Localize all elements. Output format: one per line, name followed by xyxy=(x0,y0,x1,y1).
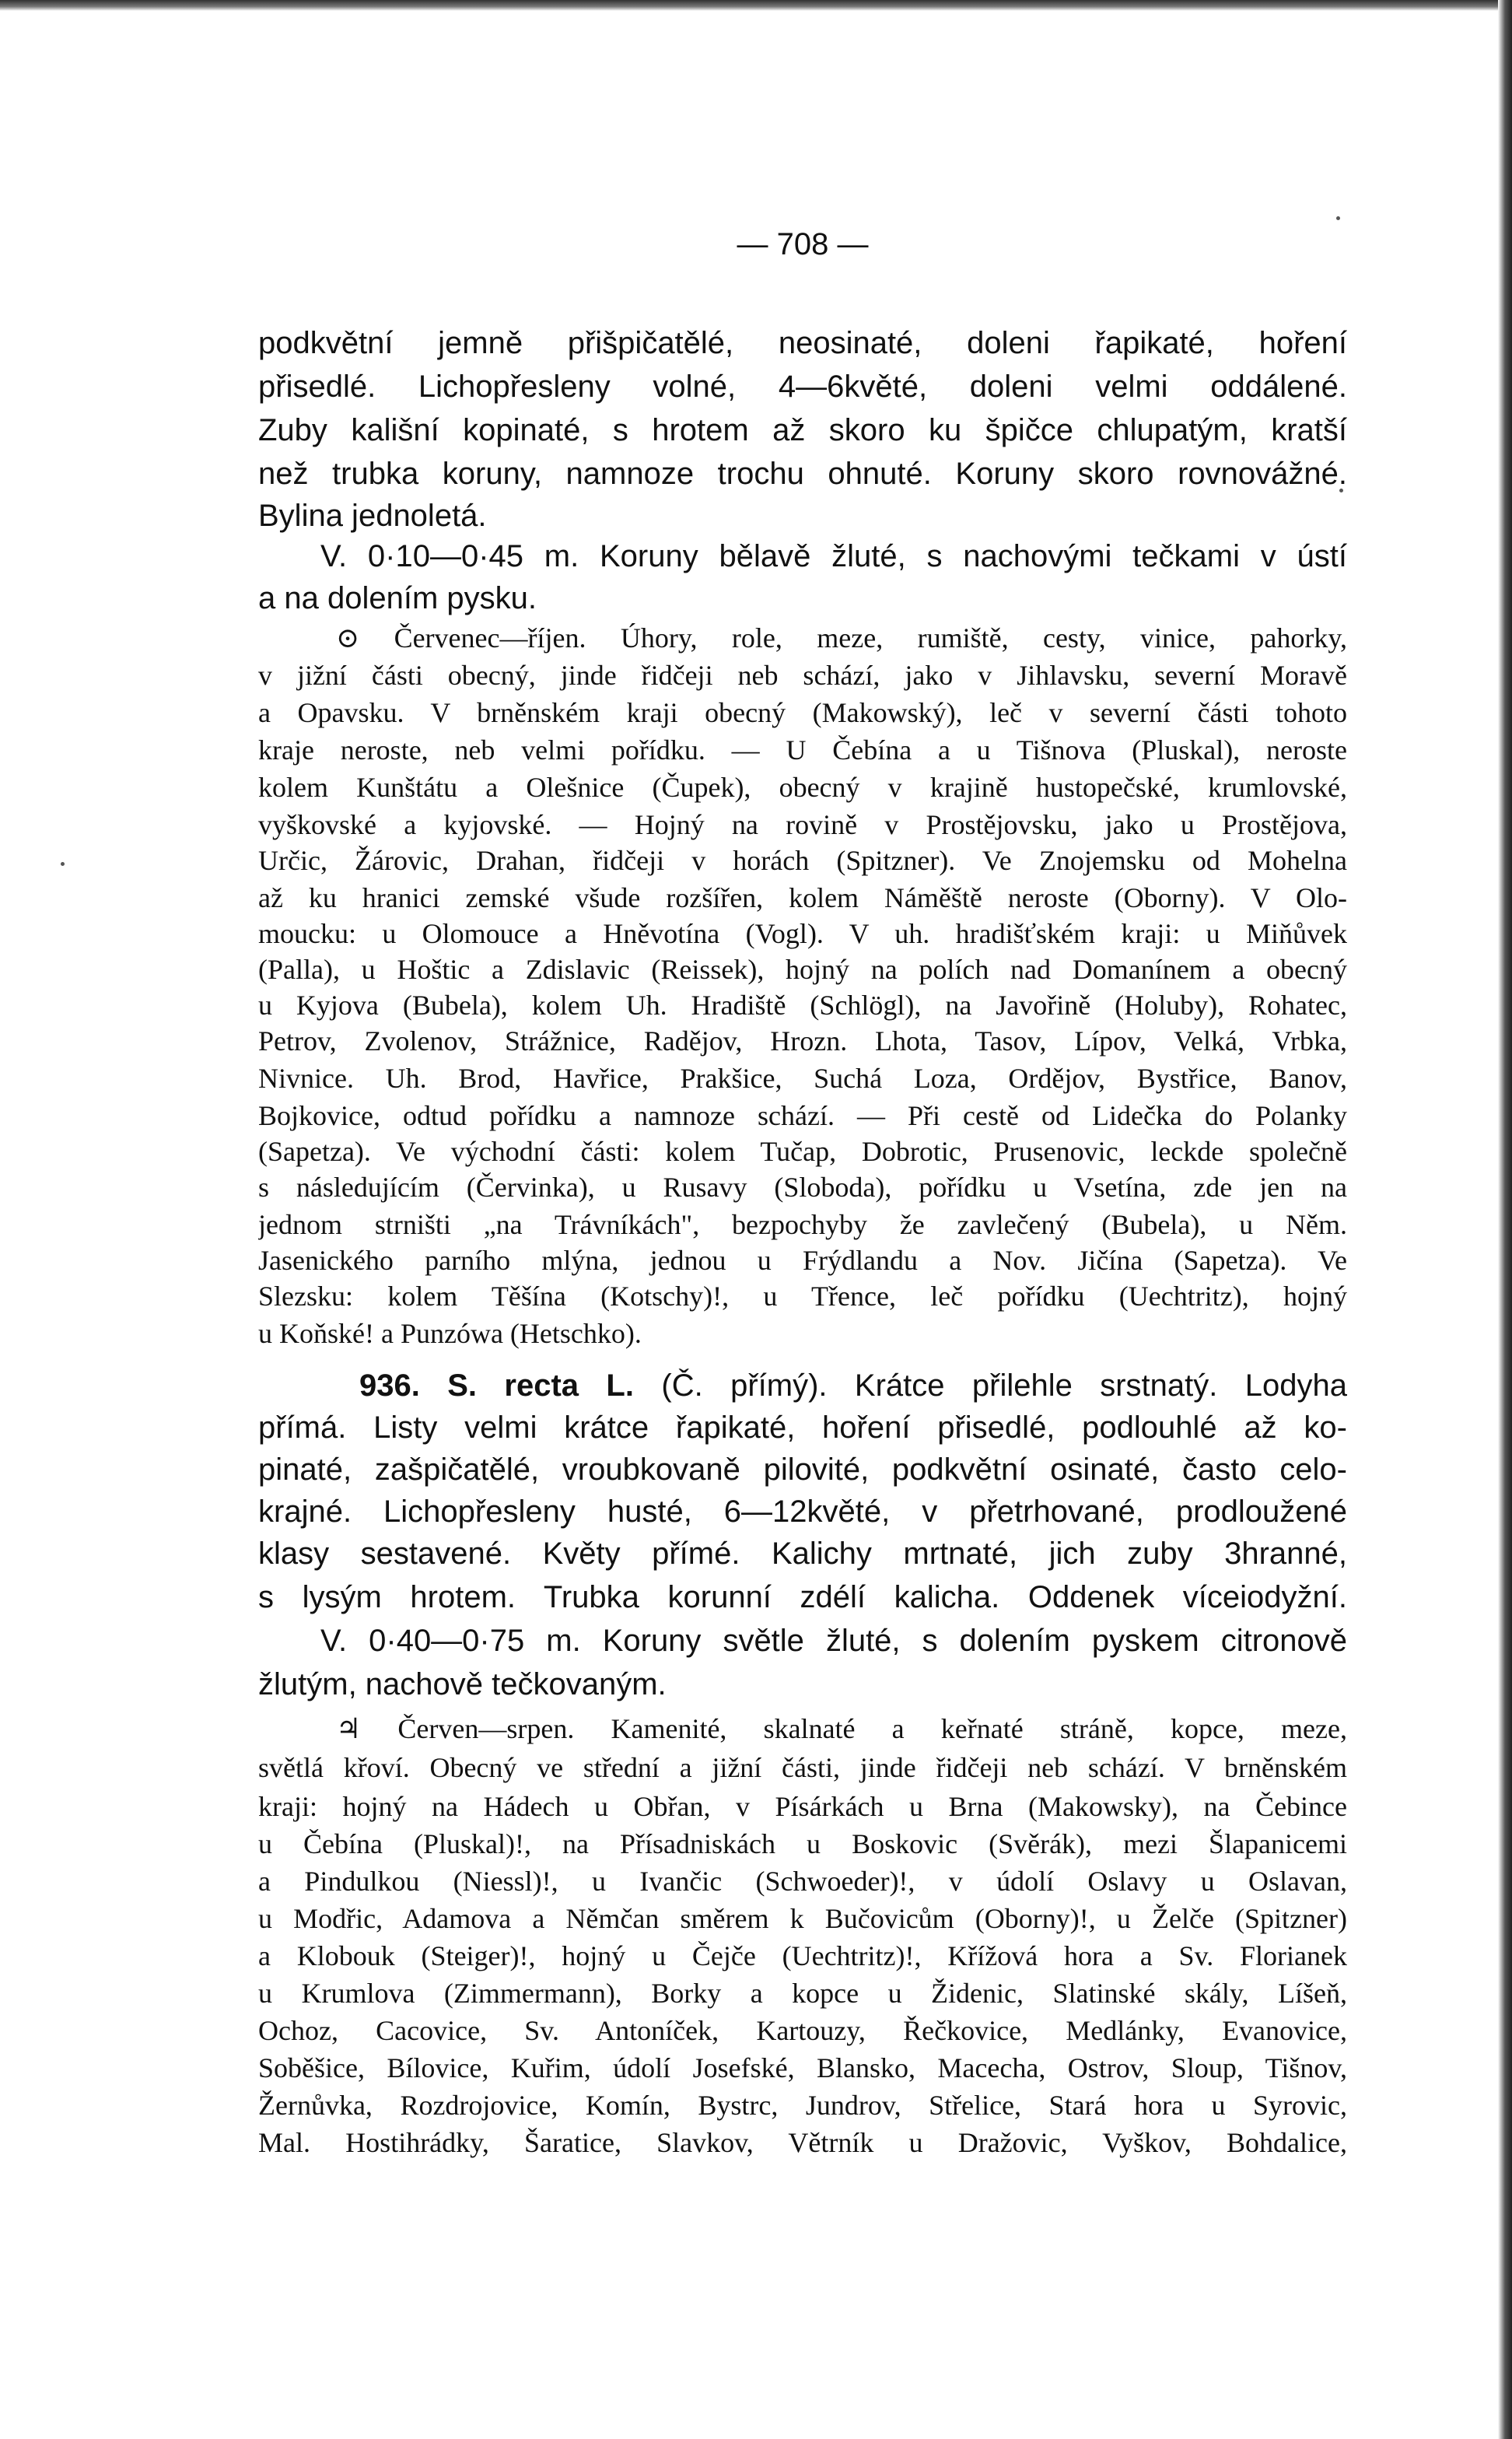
species-description-start: (Č. přímý). Krátce přilehle srstnatý. Lodyha xyxy=(661,1368,1347,1403)
page-number: — 708 — xyxy=(737,227,869,261)
distribution-line: kolem Kunštátu a Olešnice (Čupek), obecný v krajině hustopečské, krumlovské, xyxy=(258,772,1347,803)
measure-line: V. 0·40—0·75 m. Koruny světle žluté, s dolením pyskem citronově xyxy=(320,1624,1347,1658)
distribution-line: Petrov, Zvolenov, Strážnice, Radějov, Hrozn. Lhota, Tasov, Lípov, Velká, Vrbka, xyxy=(258,1025,1347,1057)
distribution-line: moucku: u Olomouce a Hněvotína (Vogl). V uh. hradišťském kraji: u Miňůvek xyxy=(258,918,1347,949)
distribution-line: Slezsku: kolem Těšína (Kotschy)!, u Třence, leč pořídku (Uechtritz), hojný xyxy=(258,1281,1347,1312)
distribution-line: Mal. Hostihrádky, Šaratice, Slavkov, Větrník u Dražovic, Vyškov, Bohdalice, xyxy=(258,2127,1347,2158)
distribution-line: Bojkovice, odtud pořídku a namnoze schází. — Při cestě od Lidečka do Polanky xyxy=(258,1100,1347,1131)
distribution-line: Ochoz, Cacovice, Sv. Antoníček, Kartouzy, Řečkovice, Medlánky, Evanovice, xyxy=(258,2015,1347,2046)
text-line: přímá. Listy velmi krátce řapikaté, hoření přisedlé, podlouhlé až ko- xyxy=(258,1410,1347,1445)
text-line: klasy sestavené. Květy přímé. Kalichy mrtnaté, jich zuby 3hranné, xyxy=(258,1537,1347,1571)
distribution-line: Jasenického parního mlýna, jednou u Frýdlandu a Nov. Jičína (Sapetza). Ve xyxy=(258,1245,1347,1276)
distribution-line: a Klobouk (Steiger)!, hojný u Čejče (Uechtritz)!, Křížová hora a Sv. Florianek xyxy=(258,1940,1347,1971)
text-line: s lysým hrotem. Trubka korunní zdélí kalicha. Oddenek víceiodyžní. xyxy=(258,1580,1347,1614)
distribution-line: u Kyjova (Bubela), kolem Uh. Hradiště (Schlögl), na Javořině (Holuby), Rohatec, xyxy=(258,990,1347,1021)
distribution-line: u Čebína (Pluskal)!, na Přísadniskách u Boskovic (Svěrák), mezi Šlapanicemi xyxy=(258,1828,1347,1859)
distribution-line: ♃ Červen—srpen. Kamenité, skalnaté a keřnaté stráně, kopce, meze, xyxy=(336,1713,1347,1744)
distribution-line: kraji: hojný na Hádech u Obřan, v Písárkách u Brna (Makowsky), na Čebince xyxy=(258,1791,1347,1822)
text-line: a na dolením pysku. xyxy=(258,581,537,615)
distribution-line: jednom strništi „na Trávníkách", bezpochyby že zavlečený (Bubela), u Něm. xyxy=(258,1209,1347,1240)
distribution-line: u Koňské! a Punzówa (Hetschko). xyxy=(258,1318,642,1349)
text-line: přisedlé. Lichopřesleny volné, 4—6květé, doleni velmi oddálené. xyxy=(258,370,1347,404)
distribution-line: vyškovské a kyjovské. — Hojný na rovině v Prostějovsku, jako u Prostějova, xyxy=(258,809,1347,840)
scan-border-right xyxy=(1498,0,1512,2439)
text-line: žlutým, nachově tečkovaným. xyxy=(258,1667,667,1701)
distribution-line: Soběšice, Bílovice, Kuřim, údolí Josefské, Blansko, Macecha, Ostrov, Sloup, Tišnov, xyxy=(258,2052,1347,2083)
species-heading xyxy=(359,1363,1347,1408)
distribution-line: u Modřic, Adamova a Němčan směrem k Bučovicům (Oborny)!, u Želče (Spitzner) xyxy=(258,1903,1347,1934)
scan-border-top xyxy=(0,0,1512,11)
distribution-line: s následujícím (Červinka), u Rusavy (Sloboda), pořídku u Vsetína, zde jen na xyxy=(258,1172,1347,1203)
distribution-line: kraje neroste, neb velmi pořídku. — U Čebína a u Tišnova (Pluskal), neroste xyxy=(258,734,1347,766)
text-line: krajné. Lichopřesleny husté, 6—12květé, v přetrhované, prodloužené xyxy=(258,1495,1347,1529)
distribution-line: až ku hranici zemské všude rozšířen, kolem Náměště neroste (Oborny). V Olo- xyxy=(258,882,1347,913)
distribution-line: světlá křoví. Obecný ve střední a jižní části, jinde řidčeji neb schází. V brněnském xyxy=(258,1752,1347,1783)
distribution-line: Žernůvka, Rozdrojovice, Komín, Bystrc, Jundrov, Střelice, Stará hora u Syrovic, xyxy=(258,2090,1347,2121)
distribution-line: v jižní části obecný, jinde řidčeji neb schází, jako v Jihlavsku, severní Moravě xyxy=(258,660,1347,691)
species-number: 936. xyxy=(359,1368,420,1403)
text-line: Zuby kališní kopinaté, s hrotem až skoro ku špičce chlupatým, kratší xyxy=(258,413,1347,447)
scan-speck xyxy=(61,862,65,866)
distribution-line: a Pindulkou (Niessl)!, u Ivančic (Schwoeder)!, v údolí Oslavy u Oslavan, xyxy=(258,1866,1347,1897)
distribution-line: a Opavsku. V brněnském kraji obecný (Makowský), leč v severní části tohoto xyxy=(258,697,1347,728)
scan-speck xyxy=(1336,216,1340,220)
text-line: pinaté, zašpičatělé, vroubkovaně pilovité, podkvětní osinaté, často celo- xyxy=(258,1453,1347,1487)
distribution-line: ⊙ Červenec—říjen. Úhory, role, meze, rumiště, cesty, vinice, pahorky, xyxy=(336,622,1347,654)
measure-line: V. 0·10—0·45 m. Koruny bělavě žluté, s nachovými tečkami v ústí xyxy=(320,539,1347,573)
text-line: Bylina jednoletá. xyxy=(258,499,487,533)
species-name: S. recta L. xyxy=(447,1368,634,1403)
distribution-line: (Palla), u Hoštic a Zdislavic (Reissek), hojný na polích nad Domanínem a obecný xyxy=(258,954,1347,985)
text-line: podkvětní jemně přišpičatělé, neosinaté, doleni řapikaté, hoření xyxy=(258,326,1347,360)
distribution-line: Určic, Žárovic, Drahan, řidčeji v horách (Spitzner). Ve Znojemsku od Mohelna xyxy=(258,845,1347,876)
distribution-line: Nivnice. Uh. Brod, Havřice, Prakšice, Suchá Loza, Ordějov, Bystřice, Banov, xyxy=(258,1063,1347,1094)
distribution-line: u Krumlova (Zimmermann), Borky a kopce u Židenic, Slatinské skály, Líšeň, xyxy=(258,1978,1347,2009)
distribution-line: (Sapetza). Ve východní části: kolem Tučap, Dobrotic, Prusenovic, leckde společně xyxy=(258,1136,1347,1167)
text-line: než trubka koruny, namnoze trochu ohnuté. Koruny skoro rovnovážné. xyxy=(258,457,1347,491)
